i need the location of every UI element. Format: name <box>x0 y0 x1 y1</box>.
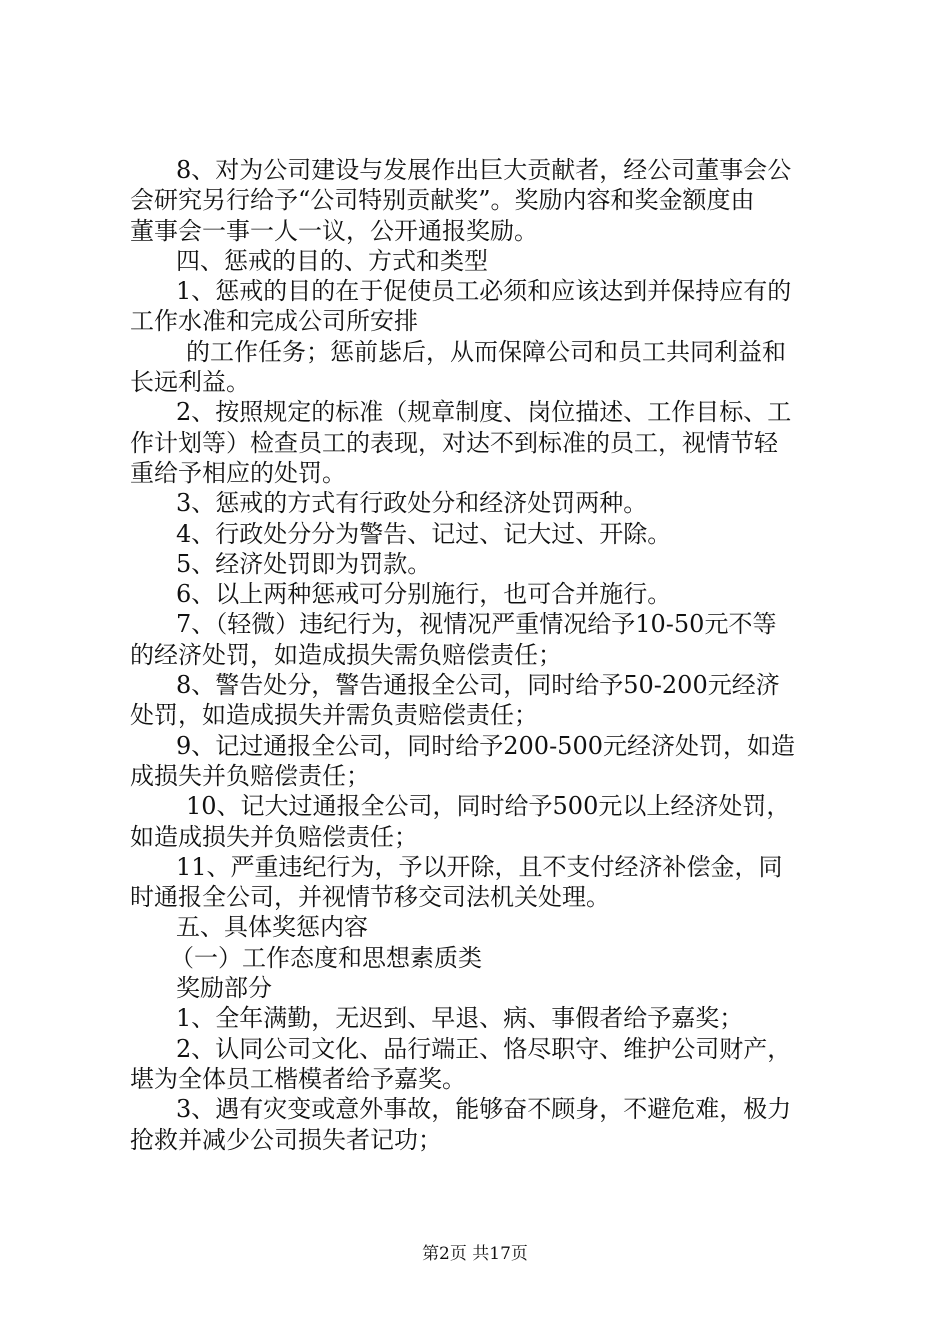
text-line: 9、记过通报全公司，同时给予200-500元经济处罚，如造 <box>176 731 795 760</box>
text-line: 作计划等）检查员工的表现，对达不到标准的员工，视情节轻 <box>130 428 778 457</box>
page-number-footer: 第2页 共17页 <box>422 1244 528 1264</box>
text-line: 4、行政处分分为警告、记过、记大过、开除。 <box>176 519 672 548</box>
section-heading: 五、具体奖惩内容 <box>176 913 368 942</box>
text-line: 会研究另行给予“公司特别贡献奖”。奖励内容和奖金额度由 <box>130 186 755 215</box>
text-line: 董事会一事一人一议，公开通报奖励。 <box>130 216 538 245</box>
text-line: 5、经济处罚即为罚款。 <box>176 549 432 578</box>
text-line: 3、遇有灾变或意外事故，能够奋不顾身，不避危难，极力 <box>176 1095 792 1124</box>
text-line: 8、对为公司建设与发展作出巨大贡献者，经公司董事会公 <box>176 156 792 184</box>
section-heading: 四、惩戒的目的、方式和类型 <box>176 246 488 275</box>
text-line: 2、认同公司文化、品行端正、恪尽职守、维护公司财产， <box>176 1034 792 1063</box>
text-line: 长远利益。 <box>130 368 250 397</box>
text-line: 重给予相应的处罚。 <box>130 458 346 487</box>
text-line: 2、按照规定的标准（规章制度、岗位描述、工作目标、工 <box>176 398 792 427</box>
text-line: 工作水准和完成公司所安排 <box>130 307 418 336</box>
text-line: 11、严重违纪行为，予以开除，且不支付经济补偿金，同 <box>176 852 783 881</box>
text-line: 如造成损失并负赔偿责任； <box>130 822 418 851</box>
text-line: 堪为全体员工楷模者给予嘉奖。 <box>130 1064 466 1093</box>
text-line: 的经济处罚，如造成损失需负赔偿责任； <box>130 640 562 669</box>
text-line: 时通报全公司，并视情节移交司法机关处理。 <box>130 883 610 912</box>
subsection-heading: （一）工作态度和思想素质类 <box>170 943 482 972</box>
text-line: 1、惩戒的目的在于促使员工必须和应该达到并保持应有的 <box>176 277 792 306</box>
text-line: 6、以上两种惩戒可分别施行，也可合并施行。 <box>176 580 672 609</box>
text-line: 抢救并减少公司损失者记功； <box>130 1125 442 1154</box>
text-line: 1、全年满勤，无迟到、早退、病、事假者给予嘉奖； <box>176 1004 744 1033</box>
text-line: 的工作任务；惩前毖后，从而保障公司和员工共同利益和 <box>186 337 786 366</box>
document-body <box>130 155 830 1155</box>
text-line: 8、警告处分，警告通报全公司，同时给予50-200元经济 <box>176 671 780 700</box>
text-line: 处罚，如造成损失并需负责赔偿责任； <box>130 701 538 730</box>
text-line: 成损失并负赔偿责任； <box>130 761 370 790</box>
text-line: 10、记大过通报全公司，同时给予500元以上经济处罚， <box>186 792 791 821</box>
text-line: 3、惩戒的方式有行政处分和经济处罚两种。 <box>176 489 648 518</box>
subsection-heading: 奖励部分 <box>176 974 272 1003</box>
text-line: 7、（轻微）违纪行为，视情况严重情况给予10-50元不等 <box>176 610 777 639</box>
